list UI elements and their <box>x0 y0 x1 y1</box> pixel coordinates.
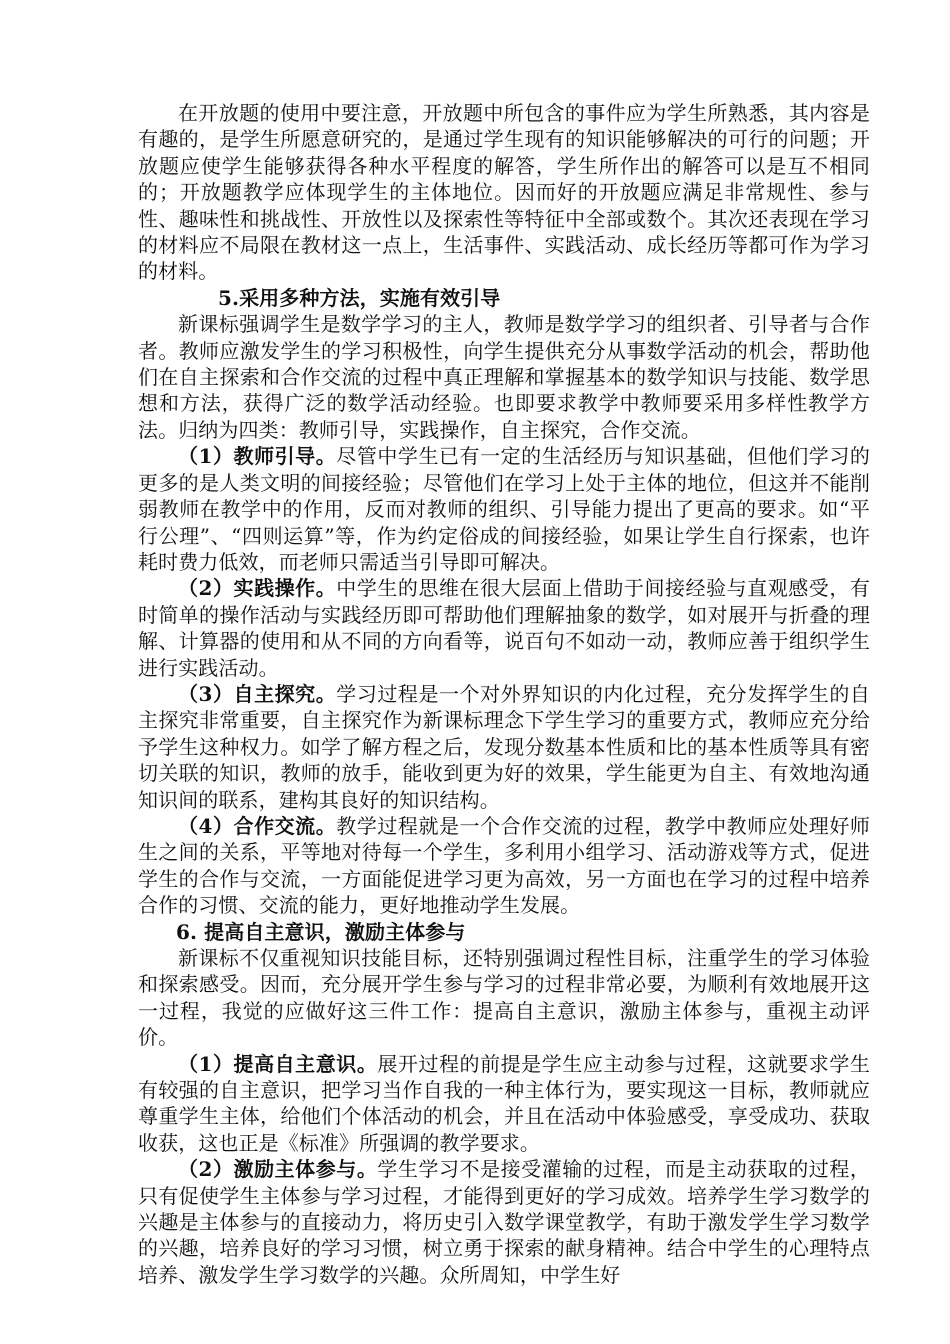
section-heading-6: 6. 提高自主意识，激励主体参与 <box>176 919 466 944</box>
item-text: 学生学习不是接受灌输的过程，而是主动获取的过程，只有促使学生主体参与学习过程，才能得到更好的学习成效。培养学生学习数学的兴趣是主体参与的直接动力，将历史引入数学课堂教学，有助于激发学生学习数学的兴趣，培养良好的学习习惯，树立勇于探索的献身精神。结合中学生的心理特点培养、激发学生学习数学的兴趣。众所周知，中学生好 <box>138 1157 871 1287</box>
item-lead: （2）实践操作。 <box>178 576 337 601</box>
item-raise-autonomy <box>138 1051 870 1157</box>
item-text: 展开过程的前提是学生应主动参与过程，这就要求学生有较强的自主意识，把学习当作自我的一种主体行为，要实现这一目标，教师就应尊重学生主体，给他们个体活动的机会，并且在活动中体验感受，享受成功、获取收获，这也正是《标准》所强调的教学要求。 <box>138 1051 871 1155</box>
paragraph-open-questions: 在开放题的使用中要注意，开放题中所包含的事件应为学生所熟悉，其内容是有趣的，是学生所愿意研究的，是通过学生现有的知识能够解决的可行的问题；开放题应使学生能够获得各种水平程度的解答，学生所作出的解答可以是互不相同的；开放题教学应体现学生的主体地位。因而好的开放题应满足非常规性、参与性、趣味性和挑战性、开放性以及探索性等特征中全部或数个。其次还表现在学习的材料应不局限在教材这一点上，生活事件、实践活动、成长经历等都可作为学习的材料。 <box>138 101 870 284</box>
item-lead: （4）合作交流。 <box>178 813 337 838</box>
section-heading-5: 5.采用多种方法，实施有效引导 <box>218 285 501 310</box>
item-lead: （1）教师引导。 <box>178 444 337 469</box>
item-text: 中学生的思维在很大层面上借助于间接经验与直观感受，有时简单的操作活动与实践经历即可帮助他们理解抽象的数学，如对展开与折叠的理解、计算器的使用和从不同的方向看等，说百句不如动一动，教师应善于组织学生进行实践活动。 <box>138 576 870 680</box>
item-lead: （2）激励主体参与。 <box>178 1157 378 1182</box>
item-teacher-guidance <box>138 443 870 575</box>
item-text: 学习过程是一个对外界知识的内化过程，充分发挥学生的自主探究非常重要，自主探究作为新课标理念下学生学习的重要方式，教师应充分给予学生这种权力。如学了解方程之后，发现分数基本性质和比的基本性质等具有密切关联的知识，教师的放手，能收到更为好的效果，学生能更为自主、有效地沟通知识间的联系，建构其良好的知识结构。 <box>138 681 870 812</box>
item-self-inquiry <box>138 681 870 813</box>
item-text: 尽管中学生已有一定的生活经历与知识基础，但他们学习的更多的是人类文明的间接经验；尽管他们在学习上处于主体的地位，但这并不能削弱教师在教学中的作用，反而对教师的组织、引导能力提出了更高的要求。如“平行公理”、“四则运算”等，作为约定俗成的间接经验，如果让学生自行探索，也许耗时费力低效，而老师只需适当引导即可解决。 <box>138 444 870 574</box>
paragraph-autonomy: 新课标不仅重视知识技能目标，还特别强调过程性目标，注重学生的学习体验和探索感受。因而，充分展开学生参与学习的过程非常必要，为顺利有效地展开这一过程，我觉的应做好这三件工作：提高自主意识，激励主体参与，重视主动评价。 <box>138 946 870 1050</box>
item-encourage-participation <box>138 1156 870 1288</box>
item-cooperation <box>138 813 870 919</box>
document-body <box>138 100 870 1288</box>
item-text: 教学过程就是一个合作交流的过程，教学中教师应处理好师生之间的关系，平等地对待每一个学生，多利用小组学习、活动游戏等方式，促进学生的合作与交流，一方面能促进学习更为高效，另一方面也在学习的过程中培养合作的习惯、交流的能力，更好地推动学生发展。 <box>138 813 870 918</box>
paragraph-teaching-methods: 新课标强调学生是数学学习的主人，教师是数学学习的组织者、引导者与合作者。教师应激发学生的学习积极性，向学生提供充分从事数学活动的机会，帮助他们在自主探索和合作交流的过程中真正理解和掌握基本的数学知识与技能、数学思想和方法，获得广泛的数学活动经验。也即要求教学中教师要采用多样性教学方法。归纳为四类：教师引导，实践操作，自主探究，合作交流。 <box>138 312 870 442</box>
item-lead: （3）自主探究。 <box>178 681 337 706</box>
item-practice <box>138 575 870 681</box>
item-lead: （1）提高自主意识。 <box>178 1051 378 1076</box>
